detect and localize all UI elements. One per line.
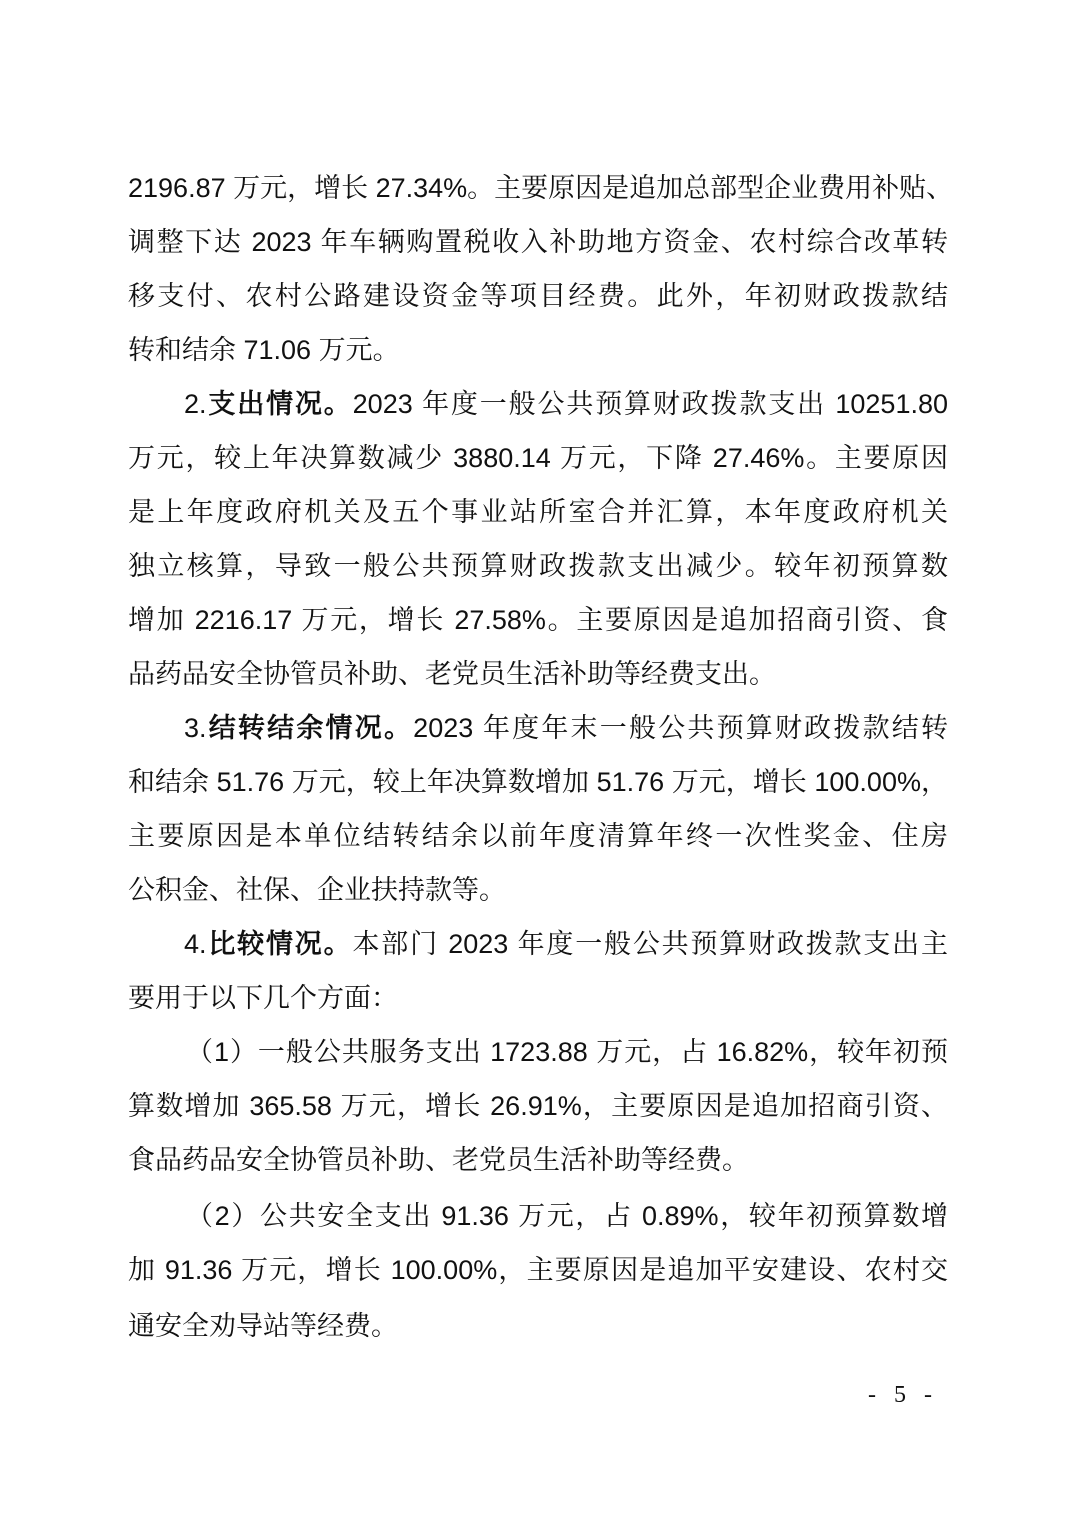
text-line: 增加 2216.17 万元，增长 27.58%。主要原因是追加招商引资、食 xyxy=(128,605,948,635)
page-number: - 5 - xyxy=(868,1382,938,1408)
text-line: 调整下达 2023 年车辆购置税收入补助地方资金、农村综合改革转 xyxy=(128,227,948,257)
section-number: 2. xyxy=(184,389,207,419)
section-text: 2023 年度一般公共预算财政拨款支出 10251.80 xyxy=(352,389,948,419)
text-line: 公积金、社保、企业扶持款等。 xyxy=(128,875,506,905)
text-line: 移支付、农村公路建设资金等项目经费。此外，年初财政拨款结 xyxy=(128,281,948,311)
section-text: 2023 年度年末一般公共预算财政拨款结转 xyxy=(413,713,948,743)
text-line: （2）公共安全支出 91.36 万元，占 0.89%，较年初预算数增 xyxy=(186,1201,948,1231)
section-number: 4. xyxy=(184,929,207,959)
text-line: 要用于以下几个方面： xyxy=(128,983,398,1013)
section-title: 结转结余情况。 xyxy=(206,713,414,743)
section-title: 比较情况。 xyxy=(206,929,353,959)
text-line: 品药品安全协管员补助、老党员生活补助等经费支出。 xyxy=(128,659,776,689)
section-heading-expenditure xyxy=(184,386,948,422)
text-line: 食品药品安全协管员补助、老党员生活补助等经费。 xyxy=(128,1145,749,1175)
text-line: 2196.87 万元，增长 27.34%。主要原因是追加总部型企业费用补贴、 xyxy=(128,173,954,203)
text-line: 算数增加 365.58 万元，增长 26.91%，主要原因是追加招商引资、 xyxy=(128,1091,948,1121)
text-line: （1）一般公共服务支出 1723.88 万元，占 16.82%，较年初预 xyxy=(186,1037,948,1067)
text-line: 是上年度政府机关及五个事业站所室合并汇算，本年度政府机关 xyxy=(128,497,948,527)
text-line: 和结余 51.76 万元，较上年决算数增加 51.76 万元，增长 100.00%， xyxy=(128,767,948,797)
section-text: 本部门 2023 年度一般公共预算财政拨款支出主 xyxy=(352,929,949,959)
text-line: 主要原因是本单位结转结余以前年度清算年终一次性奖金、住房 xyxy=(128,821,948,851)
text-line: 独立核算，导致一般公共预算财政拨款支出减少。较年初预算数 xyxy=(128,551,948,581)
text-line: 转和结余 71.06 万元。 xyxy=(128,335,400,365)
text-line: 加 91.36 万元，增长 100.00%，主要原因是追加平安建设、农村交 xyxy=(128,1255,948,1285)
section-title: 支出情况。 xyxy=(206,389,353,419)
text-line: 通安全劝导站等经费。 xyxy=(128,1311,398,1341)
text-line: 万元，较上年决算数减少 3880.14 万元，下降 27.46%。主要原因 xyxy=(128,443,948,473)
section-number: 3. xyxy=(184,713,207,743)
section-heading-comparison xyxy=(184,926,948,962)
section-heading-carryover xyxy=(184,710,948,746)
